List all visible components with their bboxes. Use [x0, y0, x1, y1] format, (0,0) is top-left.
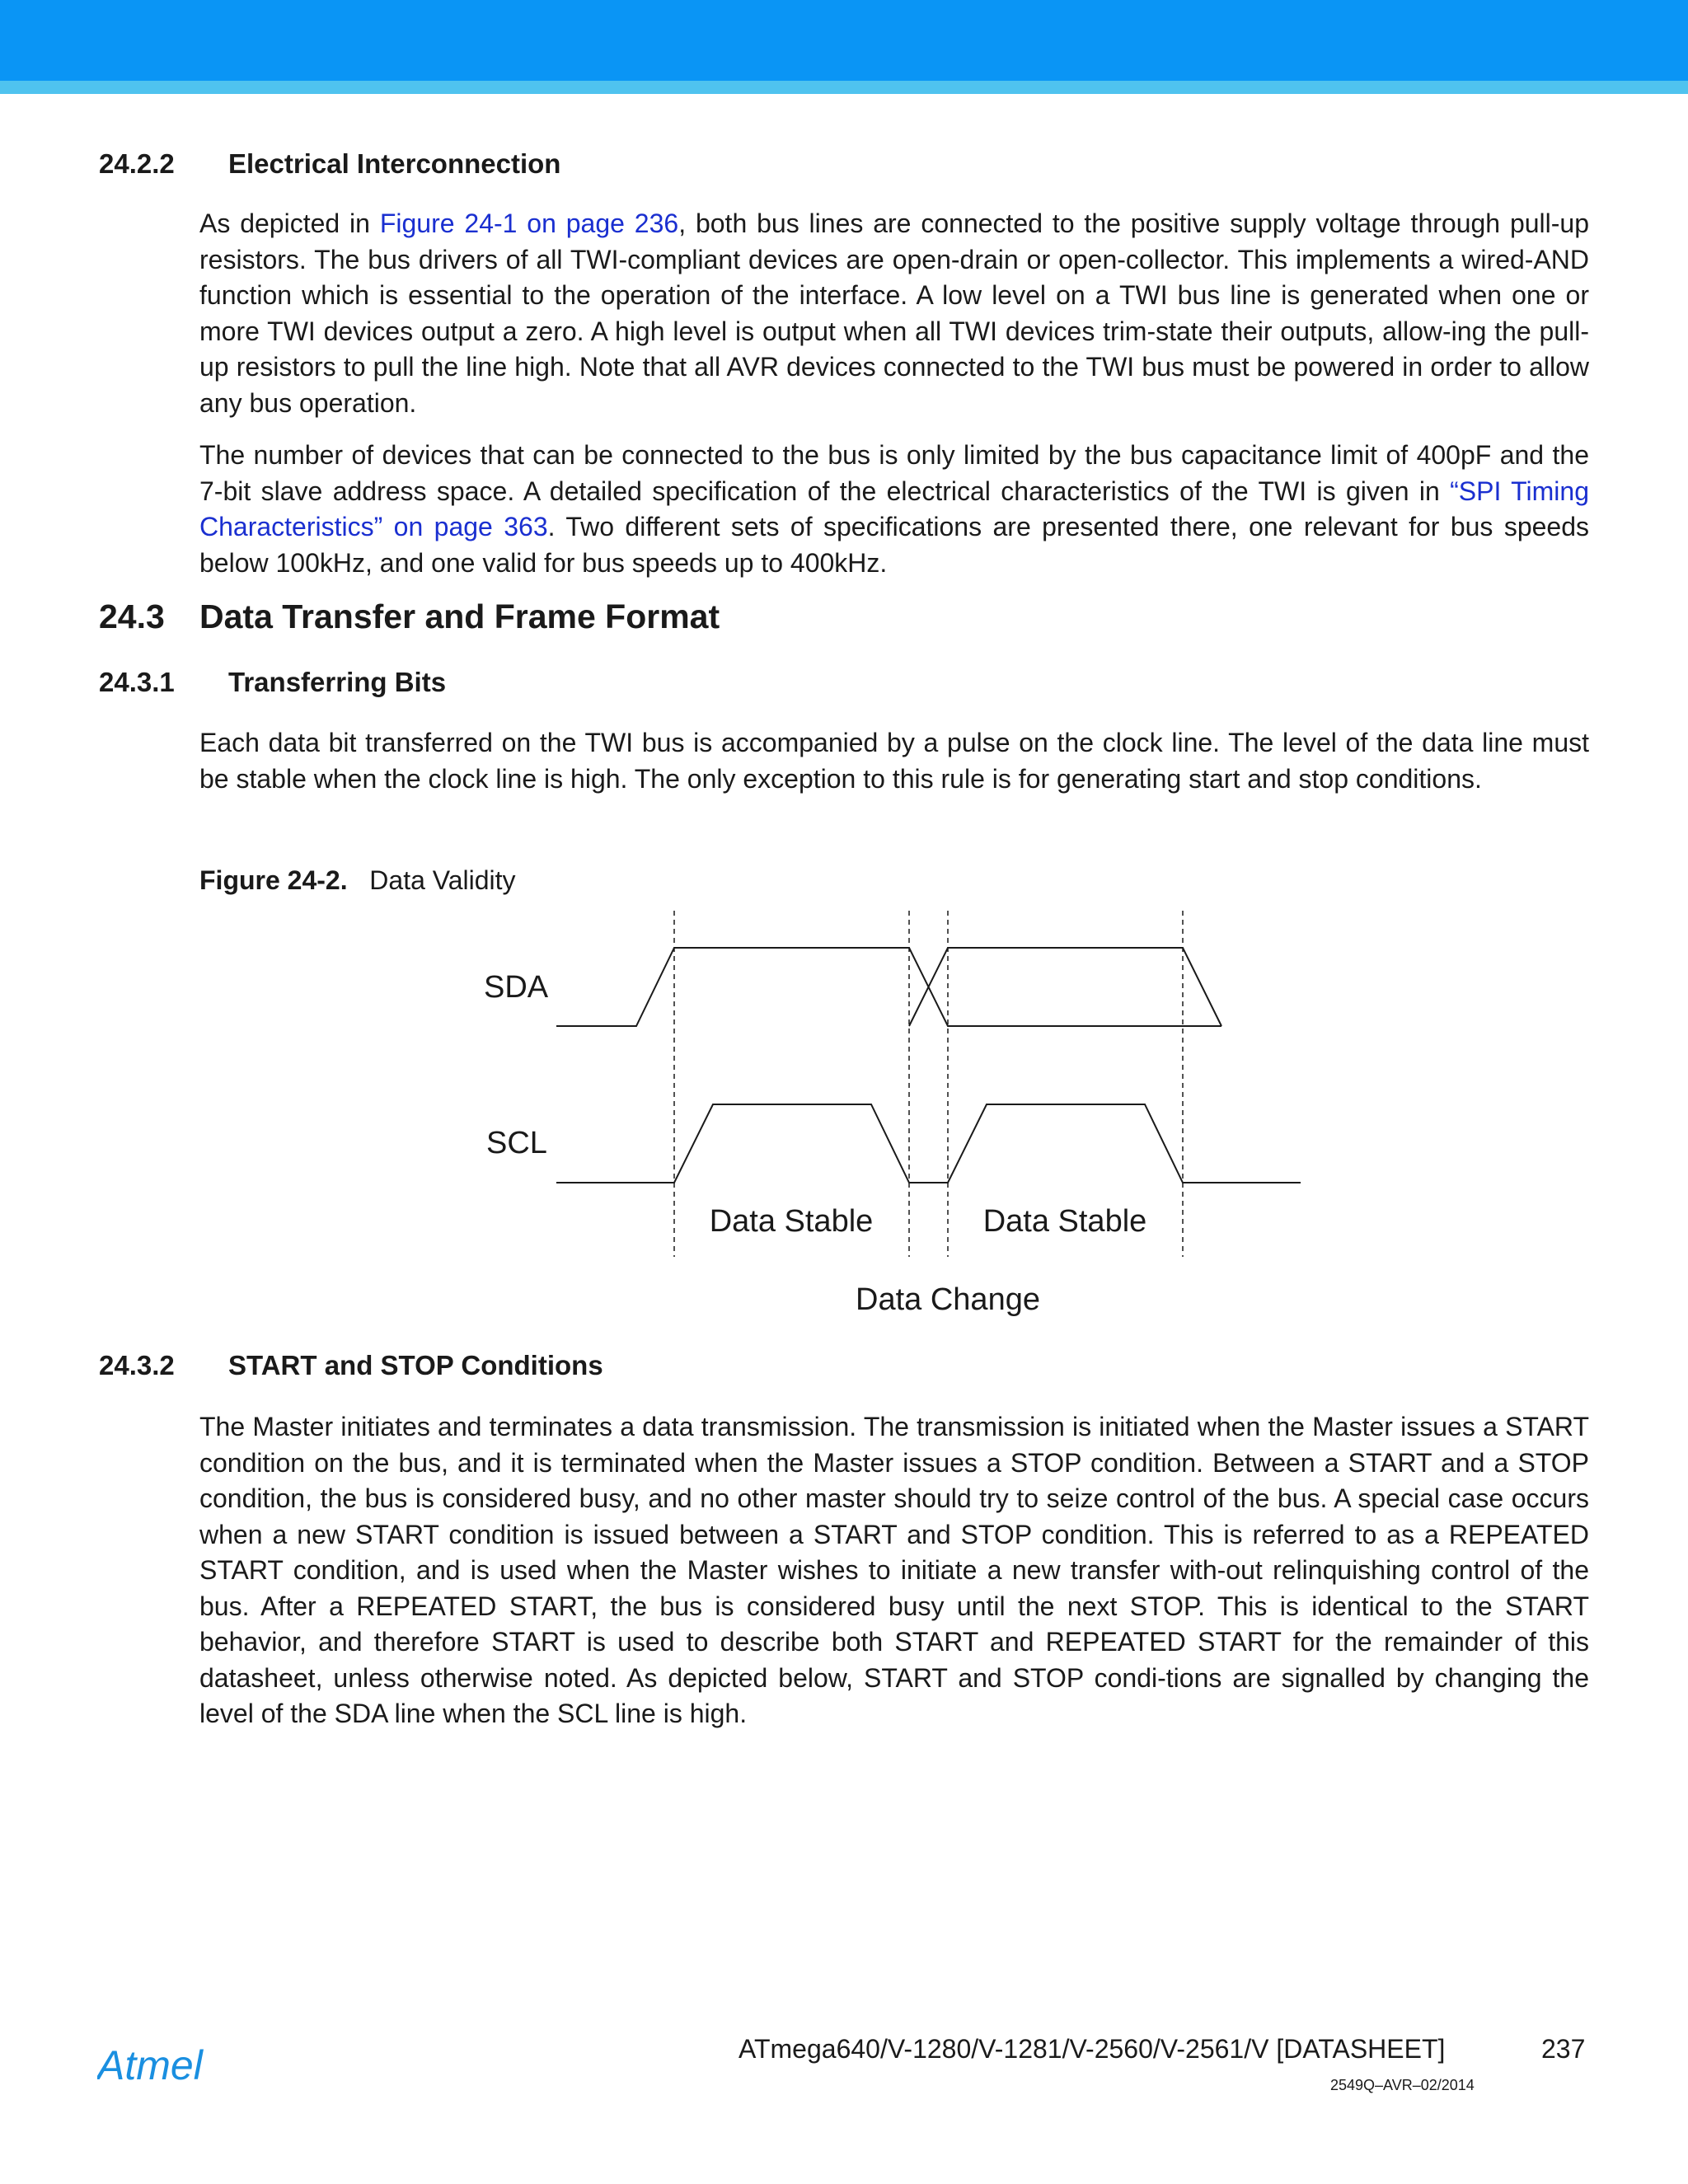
- scl-waveform: [556, 1104, 1301, 1183]
- page-number: 237: [1541, 2034, 1586, 2064]
- section-number-24-3-2: 24.3.2: [99, 1350, 175, 1380]
- footer-revision: 2549Q–AVR–02/2014: [1330, 2077, 1475, 2093]
- footer-doc-title: ATmega640/V-1280/V-1281/V-2560/V-2561/V [DATASHEET]: [738, 2034, 1446, 2064]
- figure-caption: [199, 865, 516, 896]
- link-figure-24-1[interactable]: Figure 24-1 on page 236: [379, 209, 679, 238]
- paragraph-text: . Two different sets of specifications are presented there, one relevant for bus speeds below 100kHz, and one valid for bus speeds up to 400kHz.: [199, 512, 1590, 578]
- paragraph-text: The number of devices that can be connected to the bus is only limited by the bus capacitance limit of 400pF and the 7-bit slave address space. A detailed specification of the electrical characteristics of the TWI is given in: [199, 440, 1589, 506]
- paragraph-transferring-bits: Each data bit transferred on the TWI bus is accompanied by a pulse on the clock line. The level of the data line must be stable when the clock line is high. The only exception to this rule is for generating start and stop conditions.: [199, 728, 1589, 794]
- figure-title: Data Validity: [369, 865, 516, 895]
- data-validity-diagram: [462, 902, 1319, 1331]
- data-change-label: Data Change: [856, 1282, 1040, 1317]
- link-spi-timing[interactable]: “SPI Timing Characteristics” on page 363: [199, 476, 1589, 541]
- section-number-24-3: 24.3: [99, 598, 165, 635]
- section-title-electrical-interconnection: Electrical Interconnection: [228, 148, 561, 179]
- sda-label: SDA: [484, 970, 549, 1005]
- paragraph-electrical-2: [199, 438, 1589, 581]
- data-stable-label-1: Data Stable: [709, 1204, 874, 1239]
- paragraph-text: As depicted in: [199, 209, 380, 238]
- sda-trace-1: [556, 948, 1221, 1026]
- section-title-transferring-bits: Transferring Bits: [228, 667, 447, 697]
- sda-waveform: [556, 948, 1221, 1026]
- figure-label: Figure 24-2.: [199, 865, 348, 895]
- header-band: [0, 0, 1688, 81]
- sda-trace-2: [909, 948, 1221, 1026]
- section-title-start-stop: START and STOP Conditions: [228, 1350, 603, 1380]
- section-number-24-3-1: 24.3.1: [99, 667, 175, 697]
- atmel-logo-text: Atmel: [97, 2042, 203, 2088]
- paragraph-start-stop: The Master initiates and terminates a data transmission. The transmission is initiated when the Master issues a START condition on the bus, and it is terminated when the Master issues a STOP condition. Between a START and a STOP condition, the bus is considered busy, and no other master should try to seize control of the bus. A special case occurs when a new START condition is issued between a START and STOP condition. This is referred to as a REPEATED START condition, and is used when the Master wishes to initiate a new transfer with-out relinquishing control of the bus. After a REPEATED START, the bus is considered busy until the next STOP. This is identical to the START behavior, and therefore START is used to describe both START and REPEATED START for the remainder of this datasheet, unless otherwise noted. As depicted below, START and STOP condi-tions are signalled by changing the level of the SDA line when the SCL line is high.: [199, 1412, 1589, 1728]
- paragraph-text: , both bus lines are connected to the positive supply voltage through pull-up resistors. The bus drivers of all TWI-compliant devices are open-drain or open-collector. This implements a wired-AND function which is essential to the operation of the interface. A low level on a TWI bus line is generated when one or more TWI devices output a zero. A high level is output when all TWI devices trim-state their outputs, allow-ing the pull-up resistors to pull the line high. Note that all AVR devices connected to the TWI bus must be powered in order to allow any bus operation.: [199, 209, 1590, 418]
- scl-label: SCL: [486, 1126, 547, 1160]
- section-title-data-transfer: Data Transfer and Frame Format: [199, 598, 720, 635]
- atmel-logo: [97, 2042, 246, 2092]
- section-number-24-2-2: 24.2.2: [99, 148, 175, 179]
- data-stable-label-2: Data Stable: [982, 1204, 1147, 1239]
- header-stripe: [0, 81, 1688, 94]
- paragraph-electrical-1: [199, 206, 1589, 421]
